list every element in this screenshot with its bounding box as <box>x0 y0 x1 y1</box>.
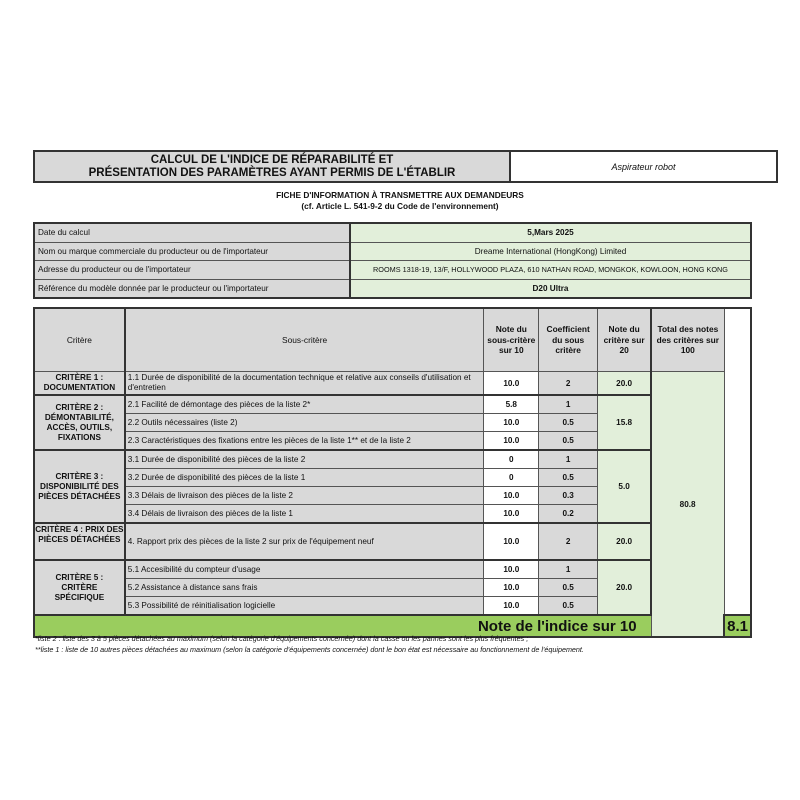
subcriterion-label: 5.2 Assistance à distance sans frais <box>125 579 484 597</box>
product-type-label: Aspirateur robot <box>611 161 676 172</box>
criterion-1-note20: 20.0 <box>598 372 651 396</box>
subcriterion-label: 3.1 Durée de disponibilité des pièces de la liste 2 <box>125 450 484 469</box>
info-row-brand <box>34 242 751 261</box>
criterion-3-note20: 5.0 <box>598 450 651 523</box>
info-value-address: ROOMS 1318-19, 13/F, HOLLYWOOD PLAZA, 610 NATHAN ROAD, MONGKOK, KOWLOON, HONG KONG <box>350 261 751 280</box>
info-table <box>33 222 752 299</box>
subcriterion-coef: 2 <box>539 372 598 396</box>
table-row <box>34 372 751 396</box>
document-title <box>33 150 510 183</box>
title-line-1: CALCUL DE L'INDICE DE RÉPARABILITÉ ET <box>150 153 394 166</box>
title-line-2: PRÉSENTATION DES PARAMÈTRES AYANT PERMIS DE L'ÉTABLIR <box>88 166 456 179</box>
subcriterion-note: 5.8 <box>484 395 539 414</box>
subcriterion-note: 0 <box>484 469 539 487</box>
criterion-5-note20: 20.0 <box>598 560 651 615</box>
subcriterion-note: 10.0 <box>484 579 539 597</box>
subtitle-line-1: FICHE D'INFORMATION À TRANSMETTRE AUX DEMANDEURS <box>276 190 524 200</box>
subcriterion-note: 10.0 <box>484 372 539 396</box>
subcriterion-coef: 0.2 <box>539 505 598 524</box>
total-score-100: 80.8 <box>651 372 724 638</box>
subcriterion-note: 10.0 <box>484 487 539 505</box>
criterion-4-cell <box>34 523 125 560</box>
header-critere: Critère <box>34 308 125 372</box>
subcriterion-coef: 0.5 <box>539 432 598 451</box>
subcriterion-note: 10.0 <box>484 560 539 579</box>
subcriterion-coef: 1 <box>539 450 598 469</box>
criterion-5-name: CRITÈRE 5 : CRITÈRE SPÉCIFIQUE <box>34 560 125 615</box>
header-note-sous-critere: Note du sous-critère sur 10 <box>484 308 539 372</box>
table-header-row <box>34 308 751 372</box>
subcriterion-label: 5.1 Accesibilité du compteur d'usage <box>125 560 484 579</box>
criterion-2-note20: 15.8 <box>598 395 651 450</box>
criterion-3-name: CRITÈRE 3 : DISPONIBILITÉ DES PIÈCES DÉTACHÉES <box>34 450 125 523</box>
subcriterion-label: 3.3 Délais de livraison des pièces de la liste 2 <box>125 487 484 505</box>
subcriterion-coef: 2 <box>539 523 598 560</box>
subcriterion-note: 10.0 <box>484 523 539 560</box>
subcriterion-note: 0 <box>484 450 539 469</box>
criterion-4-note20: 20.0 <box>598 523 651 560</box>
subcriterion-note: 10.0 <box>484 505 539 524</box>
subcriterion-coef: 0.3 <box>539 487 598 505</box>
criterion-1-name: CRITÈRE 1 : DOCUMENTATION <box>34 372 125 396</box>
subcriterion-label: 3.4 Délais de livraison des pièces de la liste 1 <box>125 505 484 524</box>
table-row <box>34 560 751 579</box>
header-coefficient: Coefficient du sous critère <box>539 308 598 372</box>
product-type <box>510 150 778 183</box>
subcriterion-note: 10.0 <box>484 597 539 616</box>
info-label: Référence du modèle donnée par le producteur ou l'importateur <box>34 279 350 298</box>
info-row-model <box>34 279 751 298</box>
final-score-label: Note de l'indice sur 10 <box>34 615 651 637</box>
info-row-address <box>34 261 751 280</box>
table-row <box>34 523 751 560</box>
subcriterion-coef: 1 <box>539 560 598 579</box>
header-note-critere: Note du critère sur 20 <box>598 308 651 372</box>
repairability-table <box>33 307 752 638</box>
subcriterion-label: 2.1 Facilité de démontage des pièces de la liste 2* <box>125 395 484 414</box>
final-score-value: 8.1 <box>724 615 751 637</box>
footnote-liste-1: **liste 1 : liste de 10 autres pièces détachées au maximum (selon la catégorie d'équipements concernée) dont le bon état est nécessaire au fonctionnement de l'équipement. <box>35 644 584 654</box>
subcriterion-coef: 0.5 <box>539 469 598 487</box>
table-row <box>34 395 751 414</box>
criterion-4-name: CRITÈRE 4 : PRIX DES PIÈCES DÉTACHÉES <box>35 525 124 544</box>
info-label: Adresse du producteur ou de l'importateur <box>34 261 350 280</box>
subcriterion-label: 4. Rapport prix des pièces de la liste 2 sur prix de l'équipement neuf <box>125 523 484 560</box>
info-label: Date du calcul <box>34 223 350 242</box>
table-row <box>34 450 751 469</box>
info-value-brand: Dreame International (HongKong) Limited <box>350 242 751 261</box>
subcriterion-coef: 0.5 <box>539 414 598 432</box>
info-row-date <box>34 223 751 242</box>
info-value-date: 5,Mars 2025 <box>350 223 751 242</box>
subtitle-line-2: (cf. Article L. 541-9-2 du Code de l'environnement) <box>301 201 499 211</box>
subcriterion-coef: 0.5 <box>539 597 598 616</box>
criterion-2-name: CRITÈRE 2 : DÉMONTABILITÉ, ACCÈS, OUTILS, FIXATIONS <box>34 395 125 450</box>
footnotes <box>35 634 795 655</box>
info-value-model: D20 Ultra <box>350 279 751 298</box>
subcriterion-coef: 0.5 <box>539 579 598 597</box>
subcriterion-label: 2.2 Outils nécessaires (liste 2) <box>125 414 484 432</box>
subcriterion-note: 10.0 <box>484 414 539 432</box>
subcriterion-label: 5.3 Possibilité de réinitialisation logicielle <box>125 597 484 616</box>
header-total: Total des notes des critères sur 100 <box>651 308 724 372</box>
subcriterion-label: 1.1 Durée de disponibilité de la documentation technique et relative aux conseils d'utilisation et d'entretien <box>125 372 484 396</box>
subcriterion-coef: 1 <box>539 395 598 414</box>
subcriterion-note: 10.0 <box>484 432 539 451</box>
footnote-liste-2: *liste 2 : liste des 3 à 5 pièces détachées au maximum (selon la catégorie d'équipements concernée) dont la casse ou les pannes sont les plus fréquentes ; <box>35 634 529 643</box>
subcriterion-label: 3.2 Durée de disponibilité des pièces de la liste 1 <box>125 469 484 487</box>
subcriterion-label: 2.3 Caractéristiques des fixations entre les pièces de la liste 1** et de la liste 2 <box>125 432 484 451</box>
header-sous-critere: Sous-critère <box>125 308 484 372</box>
info-label: Nom ou marque commerciale du producteur ou de l'importateur <box>34 242 350 261</box>
